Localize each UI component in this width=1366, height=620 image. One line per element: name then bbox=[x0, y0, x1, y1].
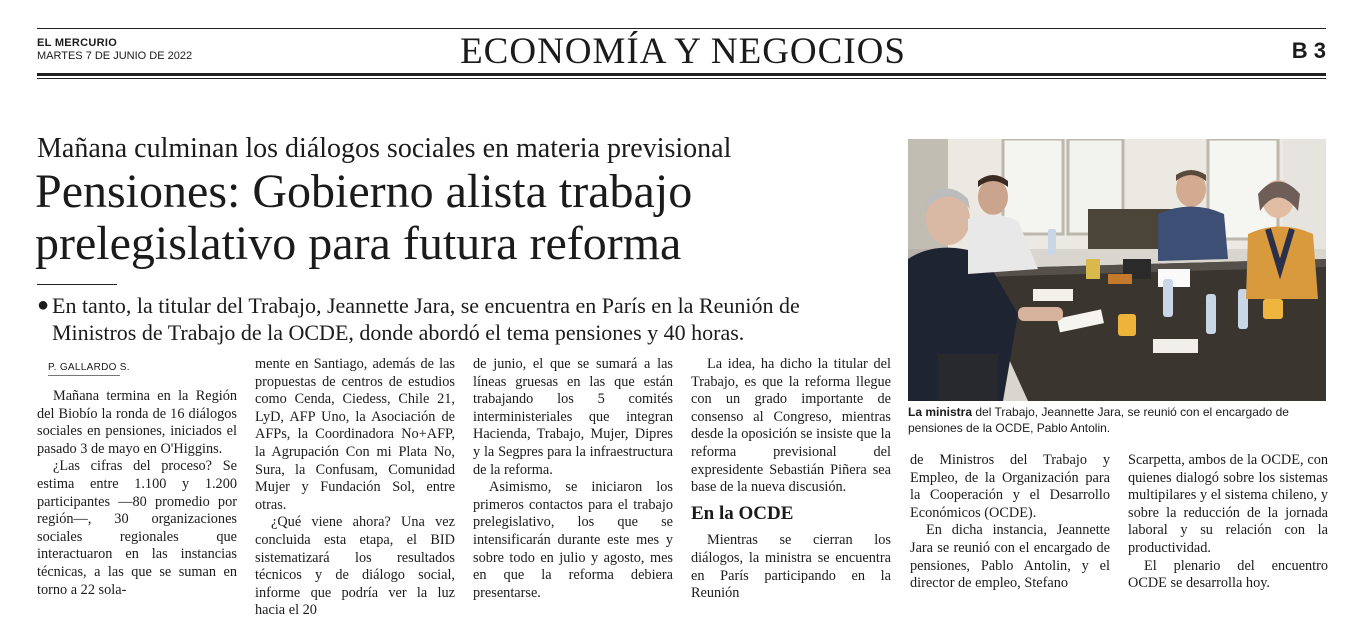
article-column-5 bbox=[910, 452, 1110, 593]
masthead-rule-thin bbox=[37, 78, 1326, 79]
article-column-4 bbox=[691, 356, 891, 603]
body-paragraph: Mañana termina en la Región del Biobío la ronda de 16 diálogos sociales en pensiones, iniciados el pasado 3 de mayo en O'Higgins. bbox=[37, 388, 237, 457]
article-column-1 bbox=[37, 388, 237, 599]
issue-date: MARTES 7 DE JUNIO DE 2022 bbox=[37, 50, 193, 62]
article-column-6 bbox=[1128, 452, 1328, 593]
body-paragraph: de Ministros del Trabajo y Empleo, de la Organización para la Cooperación y el Desarrollo Económicos (OCDE). bbox=[910, 452, 1110, 521]
article-column-2 bbox=[255, 356, 455, 620]
headline-line-1: Pensiones: Gobierno alista trabajo bbox=[35, 165, 693, 218]
headline-underline bbox=[37, 284, 117, 285]
body-paragraph: mente en Santiago, además de las propuestas de centros de estudios como Cenda, Ciedess, Chile 21, LyD, AFP Uno, la Asociación de AFPs, la Coordinadora No+AFP, la Agrupación Con mi Plata No, Sura, la Confusam, Comunidad Mujer y Fundación Sol, entre otras. bbox=[255, 356, 455, 513]
caption-lead: La ministra bbox=[908, 405, 973, 419]
deck-line-2: Ministros de Trabajo de la OCDE, donde abordó el tema pensiones y 40 horas. bbox=[52, 320, 745, 345]
top-rule bbox=[37, 28, 1326, 29]
body-paragraph: Mientras se cierran los diálogos, la ministra se encuentra en París participando en la Reunión bbox=[691, 532, 891, 602]
body-paragraph: ¿Qué viene ahora? Una vez concluida esta etapa, el BID sistematizará los resultados técnicos y de diálogo social, informe que podría ver la luz hacia el 20 bbox=[255, 514, 455, 619]
article-column-3 bbox=[473, 356, 673, 602]
section-title: ECONOMÍA Y NEGOCIOS bbox=[460, 31, 906, 72]
body-paragraph: La idea, ha dicho la titular del Trabajo, es que la reforma llegue con un grado importante de consenso al Congreso, mientras desde la oposición se insiste que la reforma previsional del expresidente Sebastián Piñera sea base de la nueva discusión. bbox=[691, 356, 891, 496]
deck-line-1: En tanto, la titular del Trabajo, Jeannette Jara, se encuentra en París en la Reunión de bbox=[52, 293, 800, 318]
headline-line-2: prelegislativo para futura reforma bbox=[35, 217, 682, 270]
article-deck bbox=[52, 292, 892, 346]
meeting-photo bbox=[908, 139, 1326, 401]
masthead-rule-thick bbox=[37, 73, 1326, 76]
deck-bullet-icon: ● bbox=[37, 294, 50, 316]
body-paragraph: de junio, el que se sumará a las líneas gruesas en las que están trabajando los 5 comités interministeriales que integran Hacienda, Trabajo, Mujer, Dipres y la Segpres para la infraestructura de la reforma. bbox=[473, 356, 673, 478]
photo-caption bbox=[908, 404, 1328, 436]
body-paragraph: ¿Las cifras del proceso? Se estima entre 1.100 y 1.200 participantes —80 promedio por región—, 30 organizaciones sociales regionales que interactuaron en las instancias técnicas, a las que se suman en torno a 22 sola- bbox=[37, 458, 237, 598]
body-paragraph: En dicha instancia, Jeannette Jara se reunió con el encargado de pensiones, Pablo Antolin, y el director de empleo, Stefano bbox=[910, 522, 1110, 592]
article-byline: P. GALLARDO S. bbox=[48, 362, 130, 373]
page-number: B 3 bbox=[1291, 38, 1326, 63]
section-subhead: En la OCDE bbox=[691, 502, 794, 524]
newspaper-name: EL MERCURIO bbox=[37, 37, 118, 49]
body-paragraph: Asimismo, se iniciaron los primeros contactos para el trabajo prelegislativo, los que se intensificarán durante este mes y sobre todo en julio y agosto, mes en que la reforma debiera presentarse. bbox=[473, 479, 673, 601]
body-paragraph: Scarpetta, ambos de la OCDE, con quienes dialogó sobre los sistemas multipilares y el sistema chileno, y sobre la reducción de la jornada laboral y su relación con la productividad. bbox=[1128, 452, 1328, 556]
caption-text: del Trabajo, Jeannette Jara, se reunió con el encargado de pensiones de la OCDE, Pablo Antolin. bbox=[908, 405, 1289, 435]
article-headline bbox=[35, 166, 895, 270]
article-kicker: Mañana culminan los diálogos sociales en materia previsional bbox=[37, 133, 732, 164]
body-paragraph: El plenario del encuentro OCDE se desarrolla hoy. bbox=[1128, 557, 1328, 592]
byline-underline bbox=[48, 375, 120, 376]
